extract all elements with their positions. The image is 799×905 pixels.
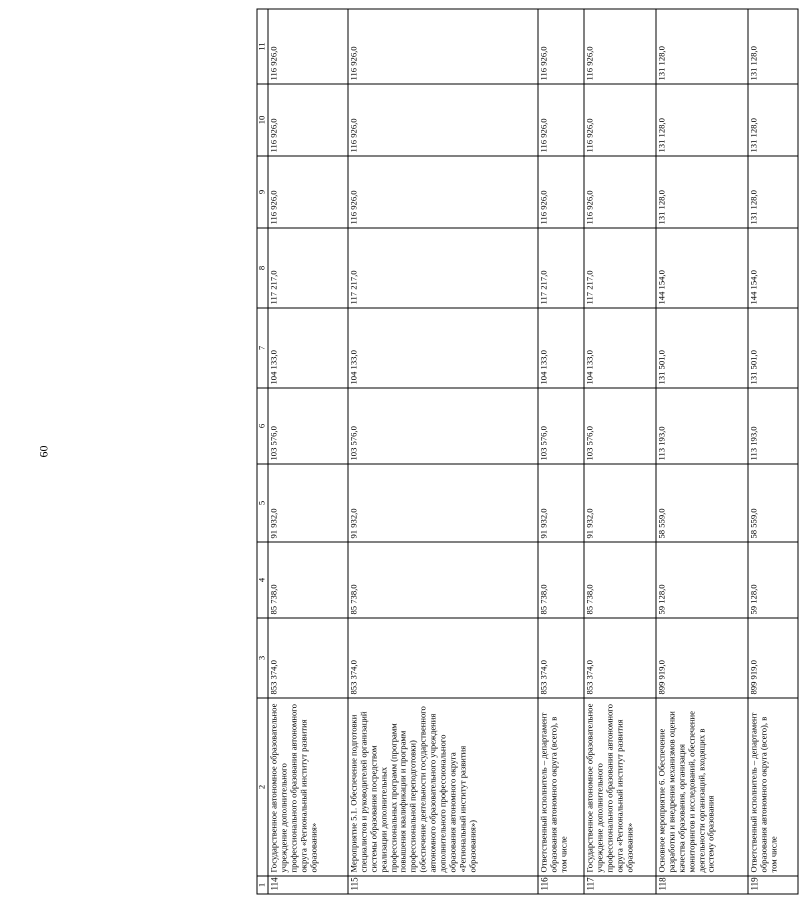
row-number: 114 <box>268 876 348 894</box>
cell-value: 117 217,0 <box>268 228 348 308</box>
cell-value: 117 217,0 <box>538 228 584 308</box>
column-header: 6 <box>257 388 268 464</box>
cell-value: 853 374,0 <box>584 618 656 698</box>
cell-value: 85 738,0 <box>538 542 584 618</box>
cell-value: 91 932,0 <box>268 464 348 542</box>
column-header: 9 <box>257 156 268 228</box>
cell-value: 59 128,0 <box>748 542 798 618</box>
column-header: 1 <box>257 876 268 894</box>
table-row <box>348 9 538 894</box>
table-row <box>584 9 656 894</box>
cell-value: 103 576,0 <box>268 388 348 464</box>
row-number: 118 <box>656 876 748 894</box>
cell-value: 116 926,0 <box>584 84 656 156</box>
cell-value: 116 926,0 <box>538 9 584 84</box>
cell-value: 85 738,0 <box>584 542 656 618</box>
budget-table-container <box>257 10 797 895</box>
cell-value: 131 128,0 <box>656 84 748 156</box>
cell-value: 116 926,0 <box>538 156 584 228</box>
cell-value: 116 926,0 <box>348 9 538 84</box>
cell-value: 117 217,0 <box>348 228 538 308</box>
cell-value: 91 932,0 <box>584 464 656 542</box>
row-name: Государственное автономное образовательное учреждение дополнительного профессионального образования автономного округа «Региональный институт развития образования» <box>584 698 656 876</box>
budget-table <box>257 9 799 895</box>
cell-value: 117 217,0 <box>584 228 656 308</box>
column-header: 7 <box>257 308 268 388</box>
row-name: Ответственный исполнитель – департамент образования автономного округа (всего), в том числе <box>538 698 584 876</box>
cell-value: 104 133,0 <box>268 308 348 388</box>
cell-value: 131 128,0 <box>748 156 798 228</box>
row-number: 116 <box>538 876 584 894</box>
cell-value: 85 738,0 <box>348 542 538 618</box>
cell-value: 131 501,0 <box>656 308 748 388</box>
cell-value: 113 193,0 <box>656 388 748 464</box>
cell-value: 116 926,0 <box>584 156 656 228</box>
row-number: 117 <box>584 876 656 894</box>
cell-value: 853 374,0 <box>538 618 584 698</box>
cell-value: 116 926,0 <box>268 84 348 156</box>
cell-value: 104 133,0 <box>584 308 656 388</box>
cell-value: 59 128,0 <box>656 542 748 618</box>
cell-value: 853 374,0 <box>348 618 538 698</box>
row-name: Мероприятие 5.1. Обеспечение подготовки специалистов и руководителей организаций системы образования посредством реализации дополнительных профессиональных программ (программ повышения квалификации и программ профессиональной переподготовки) (обеспечение деятельности государственного автономного образовательного учреждения дополнительного профессионального образования автономного округа «Региональный институт развития образования») <box>348 698 538 876</box>
cell-value: 91 932,0 <box>348 464 538 542</box>
table-row <box>748 9 798 894</box>
column-header: 5 <box>257 464 268 542</box>
cell-value: 131 128,0 <box>748 84 798 156</box>
row-number: 119 <box>748 876 798 894</box>
cell-value: 58 559,0 <box>748 464 798 542</box>
cell-value: 144 154,0 <box>656 228 748 308</box>
cell-value: 116 926,0 <box>584 9 656 84</box>
cell-value: 131 128,0 <box>656 156 748 228</box>
table-row <box>268 9 348 894</box>
cell-value: 104 133,0 <box>538 308 584 388</box>
cell-value: 91 932,0 <box>538 464 584 542</box>
row-number: 115 <box>348 876 538 894</box>
cell-value: 899 919,0 <box>748 618 798 698</box>
table-row <box>656 9 748 894</box>
column-header: 8 <box>257 228 268 308</box>
cell-value: 116 926,0 <box>538 84 584 156</box>
cell-value: 131 128,0 <box>656 9 748 84</box>
row-name: Ответственный исполнитель – департамент образования автономного округа (всего), в том числе <box>748 698 798 876</box>
column-header: 10 <box>257 84 268 156</box>
cell-value: 58 559,0 <box>656 464 748 542</box>
cell-value: 116 926,0 <box>348 84 538 156</box>
cell-value: 116 926,0 <box>348 156 538 228</box>
cell-value: 103 576,0 <box>538 388 584 464</box>
column-header: 11 <box>257 9 268 84</box>
cell-value: 104 133,0 <box>348 308 538 388</box>
column-header: 4 <box>257 542 268 618</box>
cell-value: 131 128,0 <box>748 9 798 84</box>
column-header: 3 <box>257 618 268 698</box>
cell-value: 853 374,0 <box>268 618 348 698</box>
column-number-header <box>257 9 268 894</box>
cell-value: 103 576,0 <box>348 388 538 464</box>
table-row <box>538 9 584 894</box>
row-name: Государственное автономное образовательное учреждение дополнительного профессионального образования автономного округа «Региональный институт развития образования» <box>268 698 348 876</box>
row-name: Основное мероприятие 6. Обеспечение разработки и внедрения механизмов оценки качества образования, организация мониторингов и исследований, обеспечение деятельности организаций, входящих в систему образования <box>656 698 748 876</box>
cell-value: 116 926,0 <box>268 156 348 228</box>
page-number: 60 <box>36 445 51 458</box>
cell-value: 144 154,0 <box>748 228 798 308</box>
cell-value: 85 738,0 <box>268 542 348 618</box>
cell-value: 899 919,0 <box>656 618 748 698</box>
cell-value: 103 576,0 <box>584 388 656 464</box>
column-header: 2 <box>257 698 268 876</box>
cell-value: 113 193,0 <box>748 388 798 464</box>
cell-value: 131 501,0 <box>748 308 798 388</box>
cell-value: 116 926,0 <box>268 9 348 84</box>
